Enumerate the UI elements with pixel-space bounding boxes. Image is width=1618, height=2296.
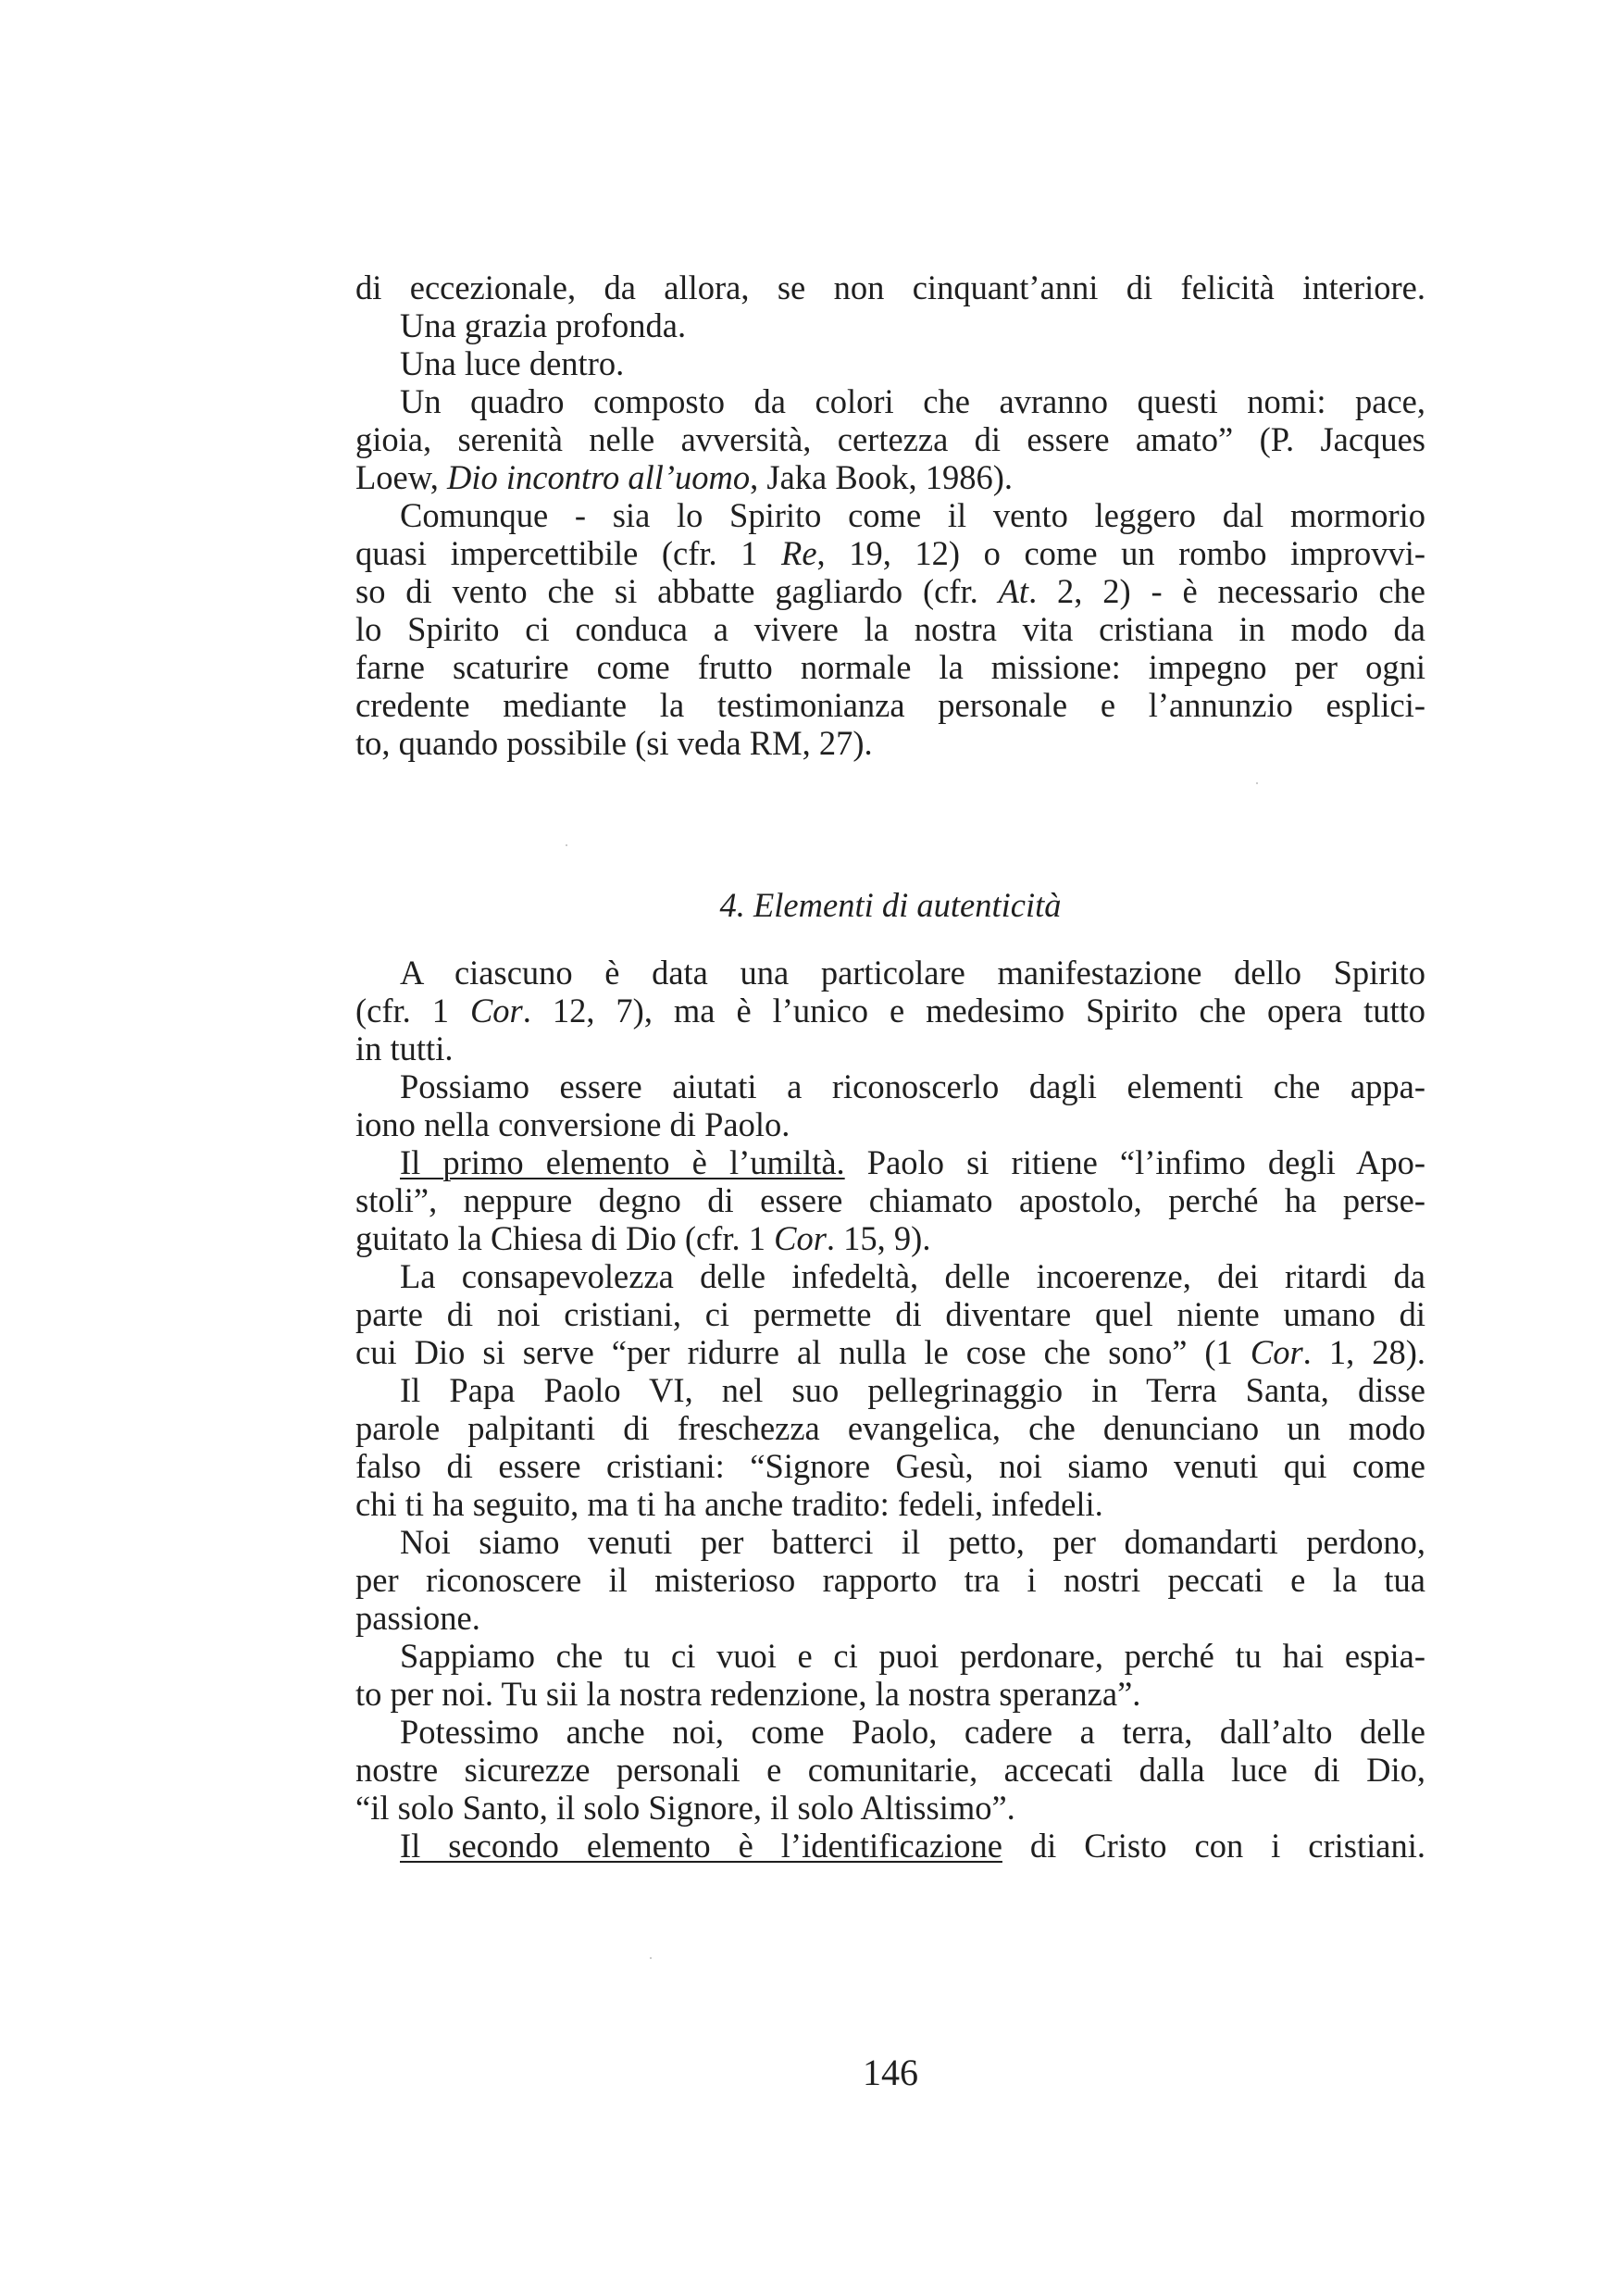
text-line: cui Dio si serve “per ridurre al nulla le cose che sono” (1 Cor. 1, 28). [355,1333,1425,1371]
scan-speck [566,844,567,846]
citation-book: Re [781,534,817,572]
text-line: Una grazia profonda. [400,306,687,344]
text-line: so di vento che si abbatte gagliardo (cfr. At. 2, 2) - è necessario che [355,572,1425,610]
text-line: guitato la Chiesa di Dio (cfr. 1 Cor. 15, 9). [355,1219,931,1257]
citation-book: Cor [774,1219,827,1257]
book-title: Dio incontro all’uomo [447,458,751,496]
text-line: iono nella conversione di Paolo. [355,1105,790,1143]
text-line: A ciascuno è data una particolare manifestazione dello Spirito [400,954,1425,992]
text-line: Possiamo essere aiutati a riconoscerlo dagli elementi che appa- [400,1067,1425,1105]
text-line: gioia, serenità nelle avversità, certezza di essere amato” (P. Jacques [355,420,1425,458]
citation-book: Cor [1250,1333,1303,1371]
text-line: to per noi. Tu sii la nostra redenzione, la nostra speranza”. [355,1675,1141,1713]
underlined-phrase: Il primo elemento è l’umiltà. [400,1143,845,1181]
text-line: in tutti. [355,1029,454,1067]
text-line: chi ti ha seguito, ma ti ha anche tradito: fedeli, infedeli. [355,1485,1103,1523]
text-line: nostre sicurezze personali e comunitarie, accecati dalla luce di Dio, [355,1751,1425,1789]
section-heading: 4. Elementi di autenticità [719,886,1062,924]
paragraph-block-top [355,268,1425,762]
text-line: Loew, Dio incontro all’uomo, Jaka Book, 1986). [355,458,1013,496]
text-line: La consapevolezza delle infedeltà, delle incoerenze, dei ritardi da [400,1257,1425,1295]
text-line: per riconoscere il misterioso rapporto tra i nostri peccati e la tua [355,1561,1425,1599]
underlined-phrase: Il secondo elemento è l’identificazione [400,1827,1002,1865]
text-line: Un quadro composto da colori che avranno questi nomi: pace, [400,382,1425,420]
scan-speck [1256,782,1258,784]
paragraph-block-bottom [355,954,1425,1865]
text-line: parole palpitanti di freschezza evangelica, che denunciano un modo [355,1409,1425,1447]
scan-speck [650,1957,652,1959]
text-line: Comunque - sia lo Spirito come il vento leggero dal mormorio [400,496,1425,534]
text-line: credente mediante la testimonianza personale e l’annunzio esplici- [355,686,1425,724]
text-line: passione. [355,1599,480,1637]
text-line: di eccezionale, da allora, se non cinquant’anni di felicità interiore. [355,268,1425,306]
citation-book: Cor [469,992,523,1029]
text-line: Il secondo elemento è l’identificazione di Cristo con i cristiani. [400,1827,1425,1865]
text-line: Noi siamo venuti per batterci il petto, per domandarti perdono, [400,1523,1425,1561]
text-line: Una luce dentro. [400,344,625,382]
page-number: 146 [863,2052,918,2093]
citation-book: At [998,572,1029,610]
text-line: stoli”, neppure degno di essere chiamato apostolo, perché ha perse- [355,1181,1425,1219]
text-line: Il primo elemento è l’umiltà. Paolo si ritiene “l’infimo degli Apo- [400,1143,1425,1181]
text-line: lo Spirito ci conduca a vivere la nostra vita cristiana in modo da [355,610,1425,648]
text-line: Potessimo anche noi, come Paolo, cadere a terra, dall’alto delle [400,1713,1425,1751]
text-line: Il Papa Paolo VI, nel suo pellegrinaggio in Terra Santa, disse [400,1371,1425,1409]
text-line: “il solo Santo, il solo Signore, il solo Altissimo”. [355,1789,1015,1827]
text-line: quasi impercettibile (cfr. 1 Re, 19, 12) o come un rombo improvvi- [355,534,1425,572]
text-line: parte di noi cristiani, ci permette di diventare quel niente umano di [355,1295,1425,1333]
text-line: (cfr. 1 Cor. 12, 7), ma è l’unico e medesimo Spirito che opera tutto [355,992,1425,1029]
text-line: Sappiamo che tu ci vuoi e ci puoi perdonare, perché tu hai espia- [400,1637,1425,1675]
text-line: falso di essere cristiani: “Signore Gesù, noi siamo venuti qui come [355,1447,1425,1485]
text-line: to, quando possibile (si veda RM, 27). [355,724,873,762]
text-line: farne scaturire come frutto normale la missione: impegno per ogni [355,648,1425,686]
